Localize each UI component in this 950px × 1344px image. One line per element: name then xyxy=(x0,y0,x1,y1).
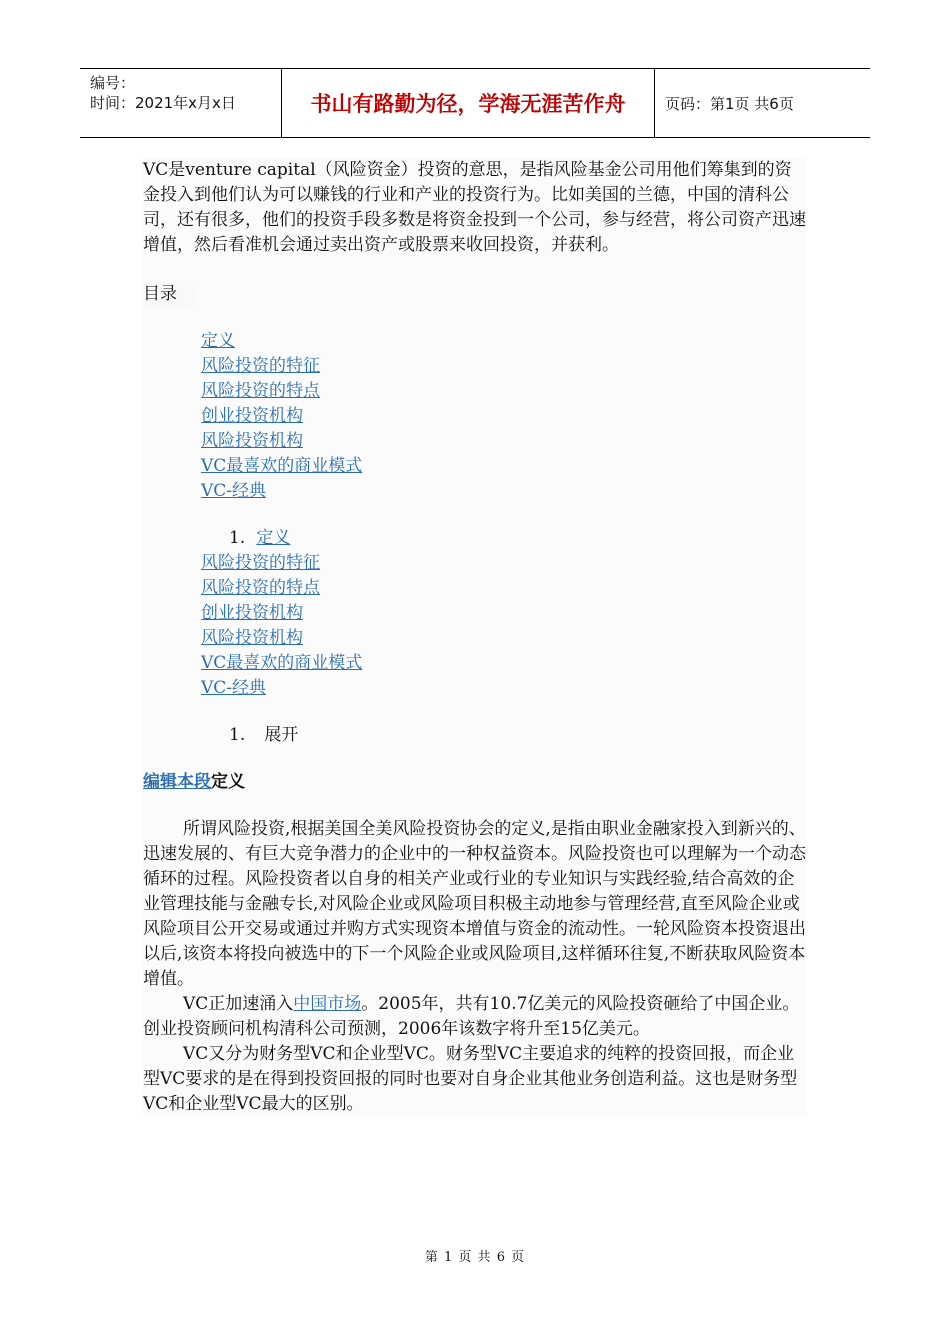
vc-types-paragraph: VC又分为财务型VC和企业型VC。财务型VC主要追求的纯粹的投资回报，而企业型VC要求的是在得到投资回报的同时也要对自身企业其他业务创造利益。这也是财务型VC和企业型VC最大的区别。 xyxy=(143,1044,798,1114)
number-label: 编号： xyxy=(90,74,136,92)
toc-list xyxy=(201,329,807,504)
toc2-link-definition[interactable]: 定义 xyxy=(256,528,291,548)
section-heading xyxy=(143,770,807,795)
toc2-link-characteristics[interactable]: 风险投资的特点 xyxy=(201,578,320,598)
expand-label: 展开 xyxy=(264,725,299,745)
toc2-link-risk-institutions[interactable]: 风险投资机构 xyxy=(201,628,303,648)
market-text-after: 。2005年，共有10.7亿美元的风险投资砸给了中国企业。创业投资顾问机构清科公司预测，2006年该数字将升至15亿美元。 xyxy=(143,994,800,1039)
document-header xyxy=(80,68,870,138)
toc-link-characteristics[interactable]: 风险投资的特点 xyxy=(201,381,320,401)
page-footer: 第 1 页 共 6 页 xyxy=(424,1250,526,1265)
intro-paragraph: VC是venture capital（风险资金）投资的意思，是指风险基金公司用他们筹集到的资金投入到他们认为可以赚钱的行业和产业的投资行为。比如美国的兰德，中国的清科公司，还有很多，他们的投资手段多数是将资金投到一个公司，参与经营，将公司资产迅速增值，然后看准机会通过卖出资产或股票来收回投资，并获利。 xyxy=(143,160,806,255)
edit-section-link[interactable]: 编辑本段 xyxy=(143,772,211,792)
toc-link-features[interactable]: 风险投资的特征 xyxy=(201,356,320,376)
toc-link-classic[interactable]: VC-经典 xyxy=(201,481,267,501)
market-paragraph xyxy=(143,992,807,1042)
toc-number: 1. xyxy=(229,528,246,548)
toc-link-risk-institutions[interactable]: 风险投资机构 xyxy=(201,431,303,451)
expand-number: 1. xyxy=(229,725,246,745)
time-label: 时间：2021年x月x日 xyxy=(90,94,236,112)
toc2-link-features[interactable]: 风险投资的特征 xyxy=(201,553,320,573)
section-title: 定义 xyxy=(211,772,245,792)
china-market-link[interactable]: 中国市场 xyxy=(293,994,362,1014)
toc-link-business-model[interactable]: VC最喜欢的商业模式 xyxy=(201,456,363,476)
toc-link-venture-institutions[interactable]: 创业投资机构 xyxy=(201,406,303,426)
header-motto: 书山有路勤为径，学海无涯苦作舟 xyxy=(282,69,655,137)
header-page-code: 页码：第1页 共6页 xyxy=(665,94,794,113)
toc2-link-venture-institutions[interactable]: 创业投资机构 xyxy=(201,603,303,623)
definition-paragraph: 所谓风险投资,根据美国全美风险投资协会的定义,是指由职业金融家投入到新兴的、迅速发展的、有巨大竞争潜力的企业中的一种权益资本。风险投资也可以理解为一个动态循环的过程。风险投资者以自身的相关产业或行业的专业知识与实践经验,结合高效的企业管理技能与金融专长,对风险企业或风险项目积极主动地参与管理经营,直至风险企业或风险项目公开交易或通过并购方式实现资本增值与资金的流动性。一轮风险资本投资退出以后,该资本将投向被选中的下一个风险企业或风险项目,这样循环往复,不断获取风险资本增值。 xyxy=(143,819,806,989)
toc-list-numbered xyxy=(201,526,807,701)
document-body xyxy=(143,158,807,1117)
toc-link-definition[interactable]: 定义 xyxy=(201,331,235,351)
header-meta xyxy=(80,69,282,137)
toc2-link-business-model[interactable]: VC最喜欢的商业模式 xyxy=(201,653,363,673)
toc2-link-classic[interactable]: VC-经典 xyxy=(201,678,267,698)
expand-item[interactable] xyxy=(229,723,807,748)
toc-title: 目录 xyxy=(143,282,195,307)
market-text-before: VC正加速涌入 xyxy=(183,994,294,1014)
